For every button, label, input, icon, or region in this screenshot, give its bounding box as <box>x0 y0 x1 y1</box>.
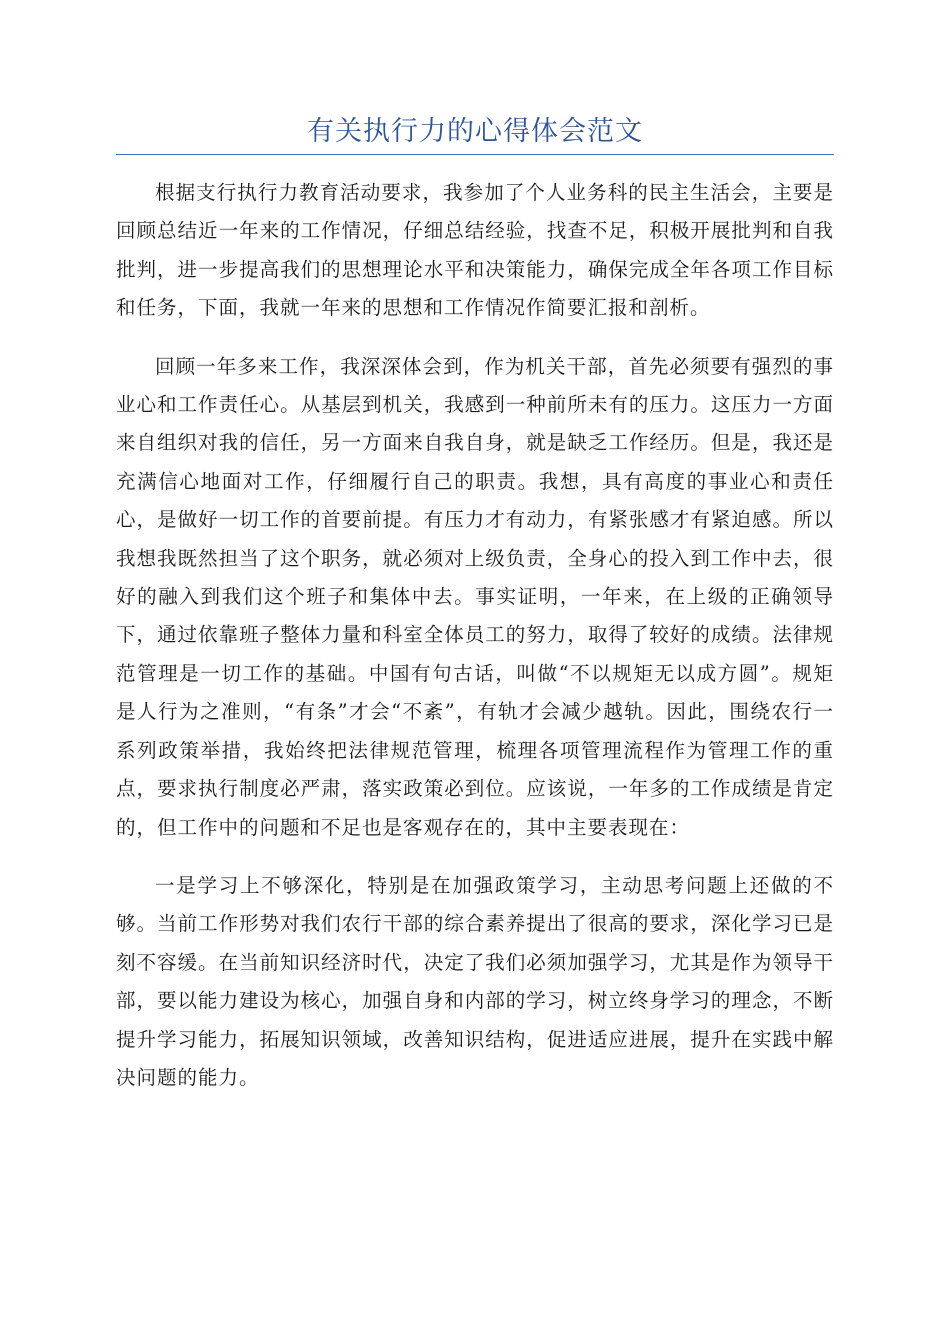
paragraph-3: 一是学习上不够深化，特别是在加强政策学习，主动思考问题上还做的不够。当前工作形势对我们农行干部的综合素养提出了很高的要求，深化学习已是刻不容缓。在当前知识经济时代，决定了我们必须加强学习，尤其是作为领导干部，要以能力建设为核心，加强自身和内部的学习，树立终身学习的理念，不断提升学习能力，拓展知识领域，改善知识结构，促进适应进展，提升在实践中解决问题的能力。 <box>116 873 834 1089</box>
paragraph-1: 根据支行执行力教育活动要求，我参加了个人业务科的民主生活会，主要是回顾总结近一年来的工作情况，仔细总结经验，找查不足，积极开展批判和自我批判，进一步提高我们的思想理论水平和决策能力，确保完成全年各项工作目标和任务，下面，我就一年来的思想和工作情况作简要汇报和剖析。 <box>116 181 834 320</box>
paragraph-2: 回顾一年多来工作，我深深体会到，作为机关干部，首先必须要有强烈的事业心和工作责任心。从基层到机关，我感到一种前所未有的压力。这压力一方面来自组织对我的信任，另一方面来自我自身，就是缺乏工作经历。但是，我还是充满信心地面对工作，仔细履行自己的职责。我想，具有高度的事业心和责任心，是做好一切工作的首要前提。有压力才有动力，有紧张感才有紧迫感。所以我想我既然担当了这个职务，就必须对上级负责，全身心的投入到工作中去，很好的融入到我们这个班子和集体中去。事实证明，一年来，在上级的正确领导下，通过依靠班子整体力量和科室全体员工的努力，取得了较好的成绩。法律规范管理是一切工作的基础。中国有句古话，叫做“不以规矩无以成方圆”。规矩是人行为之准则，“有条”才会“不紊”，有轨才会减少越轨。因此，围绕农行一系列政策举措，我始终把法律规范管理，梳理各项管理流程作为管理工作的重点，要求执行制度必严肃，落实政策必到位。应该说，一年多的工作成绩是肯定的，但工作中的问题和不足也是客观存在的，其中主要表现在： <box>116 354 834 839</box>
document-body <box>116 174 834 1117</box>
document-title: 有关执行力的心得体会范文 <box>307 116 643 147</box>
title-underline <box>116 154 834 155</box>
